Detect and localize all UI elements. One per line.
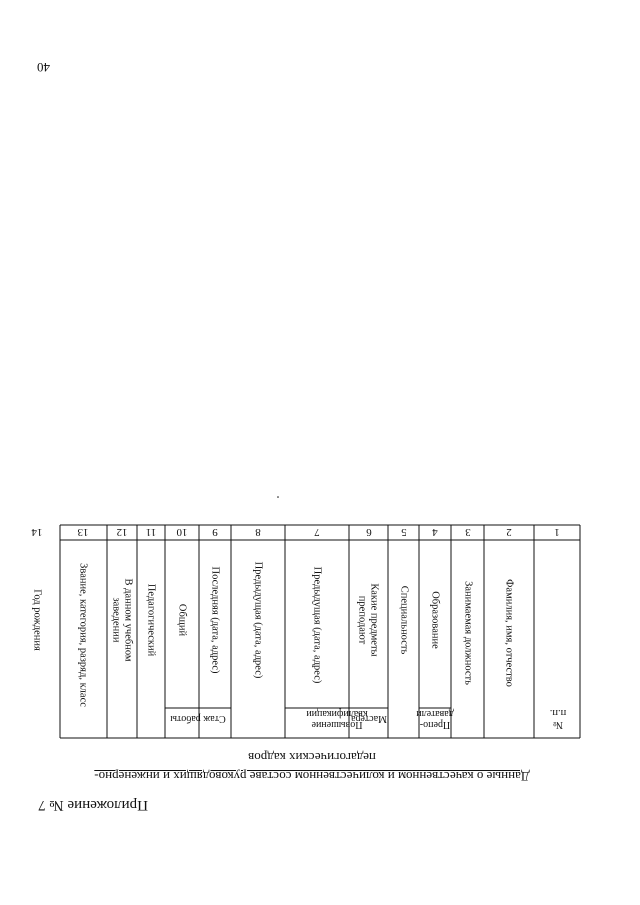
col-12-label-line-1: В данном учебном: [122, 578, 134, 662]
col-14-label: Год рождения: [31, 589, 43, 651]
group-qualification-line-2: квалификации: [306, 708, 368, 719]
col-8-label: Предыдущая (дата, адрес): [252, 561, 264, 679]
appendix-title: Приложение № 7: [38, 797, 148, 813]
col-number-5: 5: [401, 526, 407, 538]
group-stazh: Стаж работы: [170, 713, 226, 724]
col-number-2: 2: [506, 526, 512, 538]
col-6-label-line-1: Какие предметы: [368, 583, 380, 657]
page-number: 40: [37, 60, 50, 75]
col-number-12: 12: [116, 526, 128, 538]
col-1-label-line-1: №: [552, 719, 564, 730]
col-number-7: 7: [314, 526, 320, 538]
col-number-10: 10: [176, 526, 188, 538]
col-number-3: 3: [465, 526, 471, 538]
group-prepodavatel-line-2: даватели: [416, 708, 454, 719]
col-number-4: 4: [432, 526, 438, 538]
col-number-13: 13: [77, 526, 89, 538]
table-title-line-1: Данные о качественном и количественном составе руководящих и инженерно-: [94, 769, 530, 784]
col-number-14: 14: [31, 526, 43, 538]
col-1-label-line-2: п.п.: [549, 707, 567, 718]
col-5-label: Специальность: [398, 585, 410, 655]
table-title-line-2: педагогических кадров: [248, 750, 376, 765]
col-10-label: Общий: [176, 603, 188, 637]
col-number-8: 8: [255, 526, 261, 538]
col-4-label: Образование: [429, 591, 441, 649]
col-6-label-line-2: преподают: [356, 595, 368, 645]
col-13-label: Звание, категория, разряд, класс: [77, 563, 89, 707]
col-3-label: Занимаемая должность: [462, 581, 474, 685]
col-number-9: 9: [212, 526, 218, 538]
col-number-11: 11: [145, 526, 157, 538]
col-12-label-line-2: заведении: [110, 597, 122, 643]
col-2-label: Фамилия, имя, отчество: [503, 579, 515, 687]
col-number-6: 6: [366, 526, 372, 538]
scan-speck: [277, 496, 279, 498]
group-qualification-line-1: Повышение: [311, 719, 363, 730]
group-prepodavatel-line-1: Препо-: [419, 719, 451, 730]
group-master: Мастера: [350, 713, 388, 724]
col-11-label: Педагогический: [145, 583, 157, 657]
col-9-label: Последняя (дата, адрес): [209, 566, 221, 674]
col-7-label: Предыдущая (дата, адрес): [311, 566, 323, 684]
col-number-1: 1: [554, 526, 560, 538]
